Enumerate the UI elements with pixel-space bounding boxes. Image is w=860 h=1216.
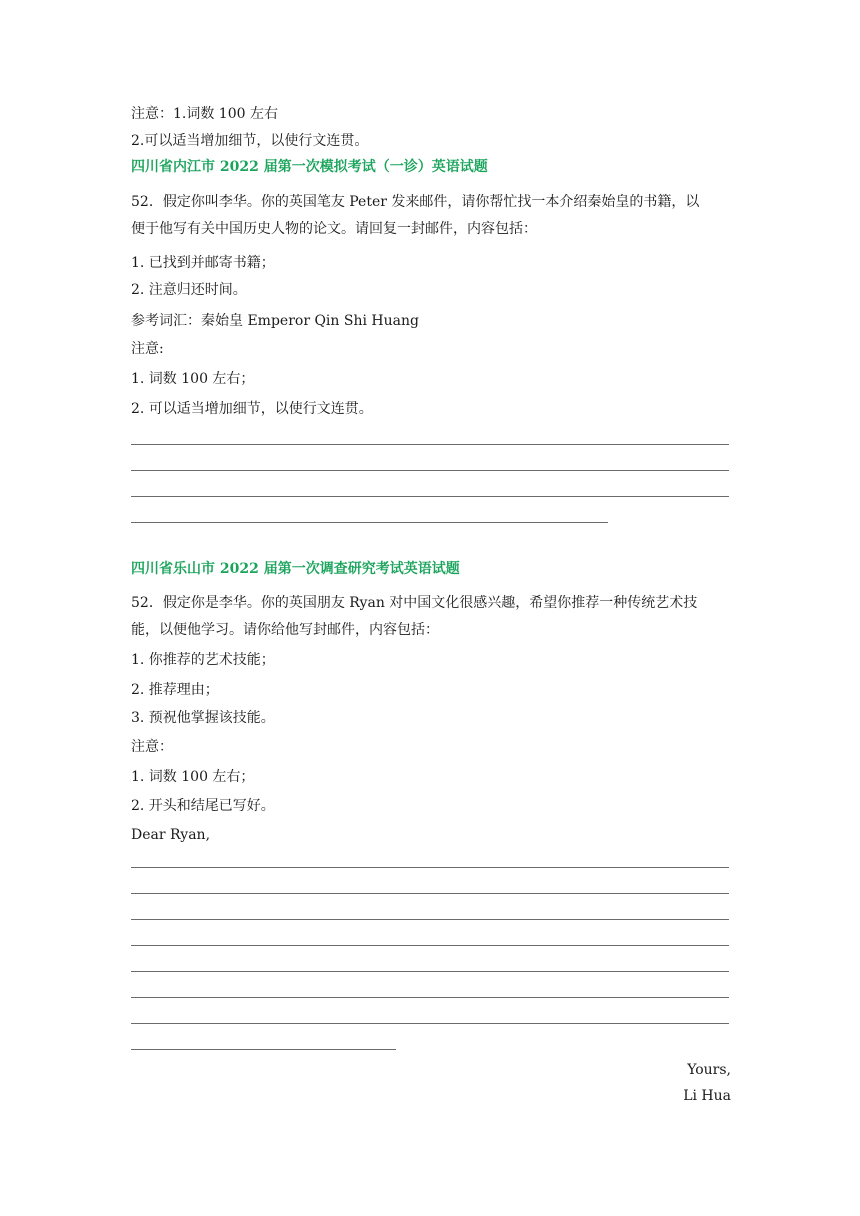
answer-line [131,997,729,998]
content-item: 1. 已找到并邮寄书籍； [131,255,275,271]
signature: Li Hua [683,1088,731,1104]
answer-line [131,470,729,471]
content-item: 2. 推荐理由； [131,682,219,698]
answer-line [131,1049,396,1050]
section-heading-leshan: 四川省乐山市 2022 届第一次调查研究考试英语试题 [131,561,460,577]
section-heading-neijiang: 四川省内江市 2022 届第一次模拟考试（一诊）英语试题 [131,159,488,175]
answer-line [131,919,729,920]
note-item: 1. 词数 100 左右； [131,769,255,785]
note-details: 2.可以适当增加细节，以使行文连贯。 [131,133,369,149]
answer-line [131,867,729,868]
salutation: Dear Ryan, [131,827,211,843]
content-item: 2. 注意归还时间。 [131,282,247,298]
note-label: 注意： [131,739,173,755]
question-prompt: 52．假定你叫李华。你的英国笔友 Peter 发来邮件，请你帮忙找一本介绍秦始皇的书籍，以 [131,194,700,210]
answer-line [131,971,729,972]
answer-line [131,893,729,894]
content-item: 3. 预祝他掌握该技能。 [131,710,275,726]
answer-line [131,945,729,946]
content-item: 1. 你推荐的艺术技能； [131,652,275,668]
question-prompt-cont: 能，以便他学习。请你给他写封邮件，内容包括： [131,622,439,638]
answer-line [131,1023,729,1024]
note-item: 2. 开头和结尾已写好。 [131,798,275,814]
closing: Yours, [687,1062,731,1078]
question-prompt-cont: 便于他写有关中国历史人物的论文。请回复一封邮件，内容包括： [131,221,537,237]
note-item: 1. 词数 100 左右； [131,371,255,387]
answer-line [131,522,608,523]
note-label: 注意: [131,341,164,357]
reference-vocabulary: 参考词汇：秦始皇 Emperor Qin Shi Huang [131,313,419,329]
note-item: 2. 可以适当增加细节，以使行文连贯。 [131,401,373,417]
answer-line [131,444,729,445]
note-word-count: 注意：1.词数 100 左右 [131,106,278,122]
question-prompt: 52．假定你是李华。你的英国朋友 Ryan 对中国文化很感兴趣，希望你推荐一种传统艺术技 [131,595,698,611]
answer-line [131,496,729,497]
